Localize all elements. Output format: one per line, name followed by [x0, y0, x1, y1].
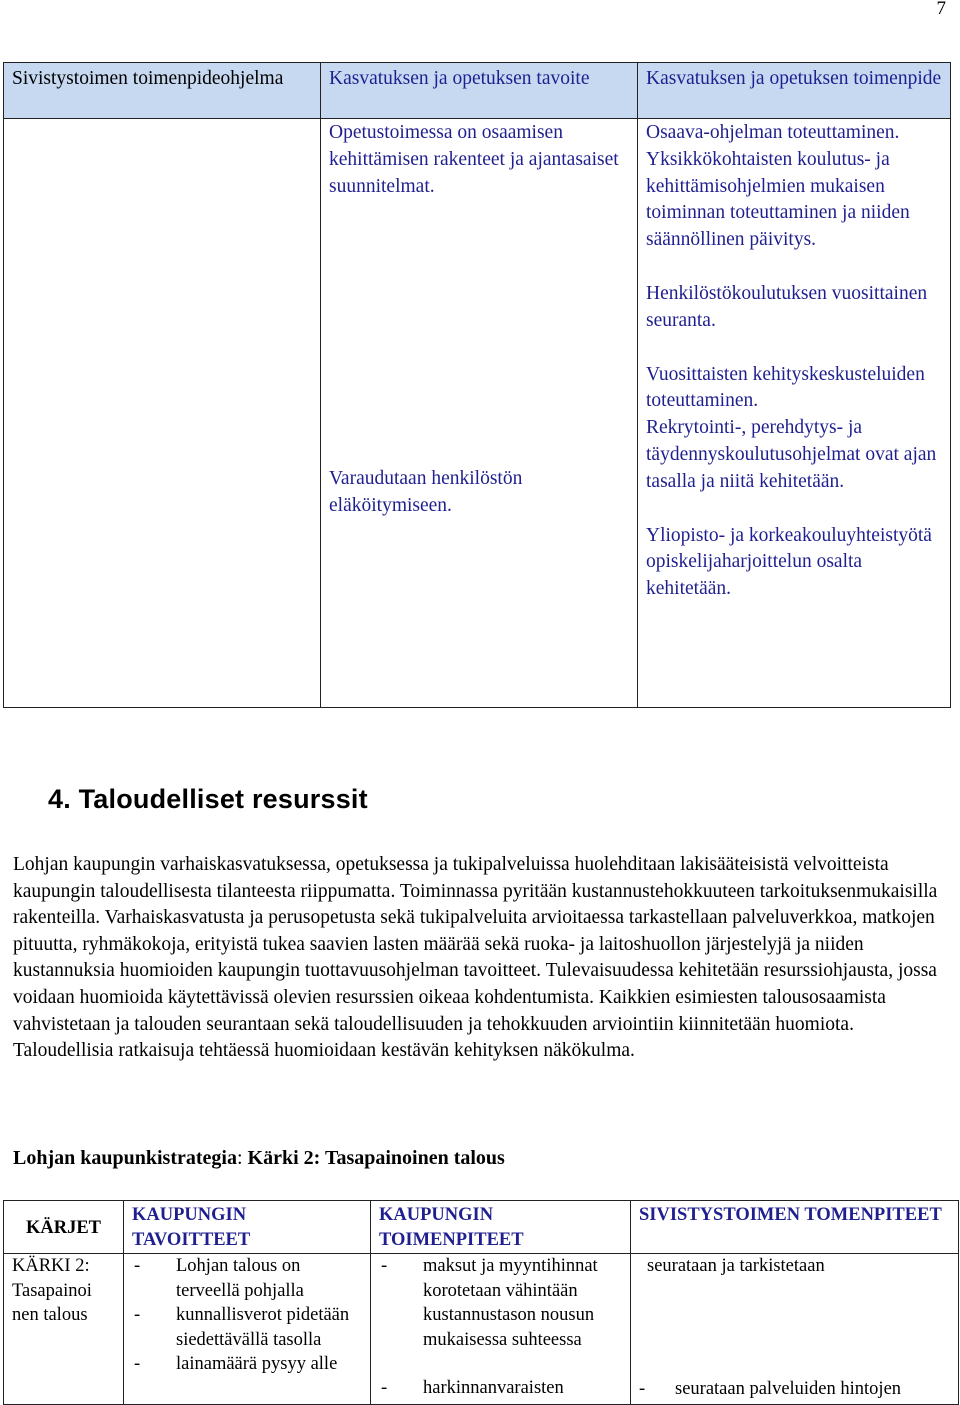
goals-list	[132, 1254, 362, 1377]
header-goal: Kasvatuksen ja opetuksen tavoite	[321, 63, 638, 119]
action-text: Vuosittaisten kehityskeskusteluiden toteuttaminen.	[646, 363, 925, 412]
action-item-text: harkinnanvaraisten	[423, 1378, 564, 1399]
list-item	[132, 1352, 362, 1377]
section-paragraph: Lohjan kaupungin varhaiskasvatuksessa, opetuksessa ja tukipalveluissa huolehditaan lakisääteisistä velvoitteista kaupungin taloudellisesta tilanteesta riippumatta. Toiminnassa pyritään kustannustehokkuuteen tarkoituksenmukaisilla rakenteilla. Varhaiskasvatusta ja perusopetusta sekä tukipalveluita arvioitaessa tarkastellaan palveluverkkoa, matkojen pituutta, ryhmäkokoja, erityistä tukea saavien lasten määrää sekä ruoka- ja laitoshuollon järjestelyjä ja niiden kustannuksia huomioiden kaupungin tuottavuusohjelman tavoitteet. Tulevaisuudessa kehitetään resurssiohjausta, jossa voidaan huomioida käytettävissä olevien resurssien oikeaa kohdentumista. Kaikkien esimiesten talousosaamista vahvistetaan ja talouden seurantaan sekä taloudellisuuden ja tehokkuuden arviointiin kiinnitetään huomiota. Taloudellisia ratkaisuja tehtäessä huomioidaan kestävän kehityksen näkökulma.	[13, 854, 938, 1062]
section-heading: 4. Taloudelliset resurssit	[48, 784, 368, 814]
action-text: Yksikkökohtaisten koulutus- ja kehittämisohjelmien mukaisen toiminnan toteuttaminen ja niiden säännöllinen päivitys.	[646, 148, 910, 251]
dash: -	[639, 1378, 646, 1399]
header-city-actions: KAUPUNGIN TOIMENPITEET	[371, 1201, 631, 1254]
sivistys-actions-cell	[631, 1254, 959, 1405]
sivistys-text: seurataan palveluiden hintojen	[675, 1378, 902, 1399]
strategy-title: Kärki 2: Tasapainoinen talous	[247, 1147, 505, 1169]
table-header-row	[4, 1201, 959, 1254]
dash: -	[381, 1378, 388, 1399]
list-item	[379, 1376, 622, 1401]
strategy-line	[13, 1147, 505, 1170]
goal-item-text: kunnallisverot pidetään siedettävällä tasolla	[176, 1305, 350, 1350]
list-item	[639, 1377, 950, 1402]
action-text: Henkilöstökoulutuksen vuosittainen seuranta.	[646, 282, 928, 331]
goal-cell	[321, 119, 638, 708]
table-header-row	[4, 63, 951, 119]
goal-item-text: lainamäärä pysyy alle	[176, 1354, 338, 1375]
strategy-prefix: Lohjan kaupunkistrategia	[13, 1147, 237, 1169]
action-item-text: maksut ja myyntihinnat korotetaan vähintään kustannustason nousun mukaisessa suhteessa	[423, 1256, 598, 1350]
city-goals-cell	[124, 1254, 371, 1405]
header-program: Sivistystoimen toimenpideohjelma	[4, 63, 321, 119]
header-sivistys-actions: SIVISTYSTOIMEN TOMENPITEET	[631, 1201, 959, 1254]
actions-list	[379, 1254, 622, 1401]
action-cell	[638, 119, 951, 708]
header-karjet: KÄRJET	[4, 1201, 124, 1254]
header-action: Kasvatuksen ja opetuksen toimenpide	[638, 63, 951, 119]
goal-text: Varaudutaan henkilöstön eläköitymiseen.	[329, 468, 523, 517]
karki-cell: KÄRKI 2: Tasapainoi nen talous	[4, 1254, 124, 1405]
strategy-table	[3, 1200, 959, 1405]
dash: -	[134, 1354, 141, 1375]
table-row	[4, 1254, 959, 1405]
table-row	[4, 119, 951, 708]
dash: -	[134, 1256, 141, 1276]
program-cell	[4, 119, 321, 708]
strategy-separator: :	[236, 1147, 248, 1169]
action-text: Yliopisto- ja korkeakouluyhteistyötä opiskelijaharjoittelun osalta kehitetään.	[646, 524, 932, 600]
action-program-table	[3, 62, 951, 708]
action-text: Rekrytointi-, perehdytys- ja täydennyskoulutusohjelmat ovat ajan tasalla ja niitä kehitetään.	[646, 417, 937, 492]
list-item	[132, 1303, 362, 1352]
dash: -	[381, 1256, 388, 1276]
sivistys-text: seurataan ja tarkistetaan	[647, 1256, 825, 1276]
action-text: Osaava-ohjelman toteuttaminen.	[646, 122, 900, 143]
city-actions-cell	[371, 1254, 631, 1405]
goal-text: Opetustoimessa on osaamisen kehittämisen rakenteet ja ajantasaiset suunnitelmat.	[329, 122, 619, 197]
header-city-goals: KAUPUNGIN TAVOITTEET	[124, 1201, 371, 1254]
list-item	[132, 1254, 362, 1303]
page-number: 7	[936, 0, 946, 19]
dash: -	[134, 1305, 141, 1326]
goal-item-text: Lohjan talous on terveellä pohjalla	[176, 1256, 304, 1301]
list-item	[379, 1254, 622, 1352]
